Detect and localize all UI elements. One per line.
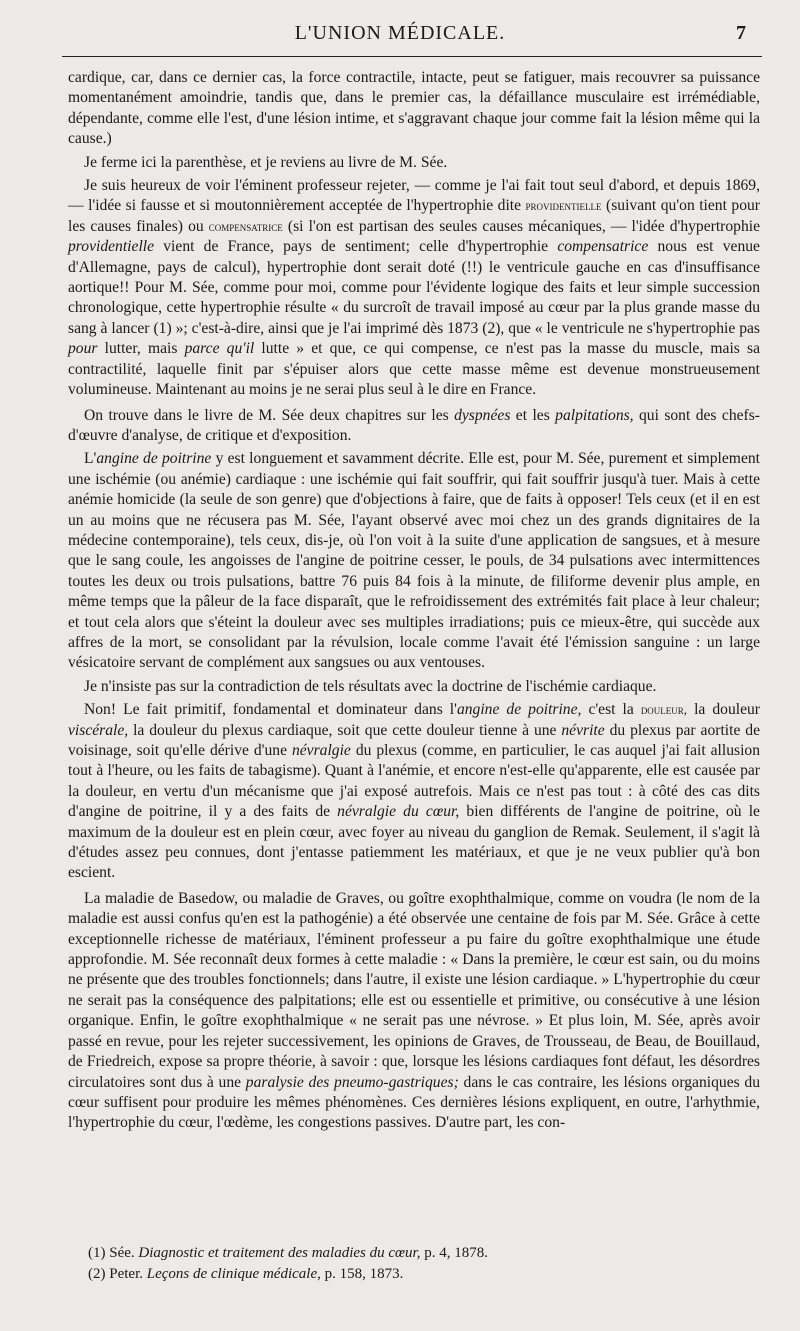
text-run: c'est la <box>581 701 641 719</box>
text-run: lutte » et que, ce qui compense, ce n'est pas la masse du muscle, mais sa contractilité, laquelle finit par s'épuiser alors que cette masse même est devenue monstrueusement volumineuse. Maintenant au moins je ne serai plus seul à le dire en France. <box>68 340 760 399</box>
small-caps-text: compensatrice <box>208 218 283 234</box>
italic-text: providentielle <box>68 238 155 256</box>
italic-text: parce qu'il <box>184 340 255 358</box>
paragraph <box>68 153 760 173</box>
footnote <box>88 1264 758 1285</box>
italic-text: angine de poitrine <box>96 450 212 468</box>
italic-text: dyspnées <box>454 406 511 424</box>
italic-text: Leçons de clinique médicale, <box>146 1266 321 1282</box>
text-run: et les <box>510 406 556 424</box>
text-run: On trouve dans le livre de M. Sée deux chapitres sur les <box>84 406 455 424</box>
body-text <box>68 68 760 1137</box>
small-caps-text: providentielle <box>525 198 602 214</box>
text-run: bien différents de l'angine de poitrine, où le maximum de la douleur est en plein cœur, avec foyer au niveau du ganglion de Remak. Seulement, il s'agit là d'études assez peu connues, dont j'entasse patiemment les matériaux, et que je ne veux publier qu'à bon escient. <box>68 803 760 882</box>
italic-text: névralgie <box>291 742 351 759</box>
text-run: L' <box>84 450 97 468</box>
text-run: cardique, car, dans ce dernier cas, la force contractile, intacte, peut se fatiguer, mais recouvrer sa puissance momentanément amoindrie, tandis que, dans le premier cas, la défaillance musculaire est irrémédiable, dépendante, comme elle l'est, d'une lésion intime, et s'aggravant chaque jour comme fait la lésion même qui la cause.) <box>68 69 760 148</box>
text-run: (si l'on est partisan des seules causes mécaniques, — l'idée d'hypertrophie <box>282 217 761 235</box>
text-run: lutter, mais <box>97 340 185 358</box>
text-run: y est longuement et savamment décrite. Elle est, pour M. Sée, purement et simplement une ischémie (ou anémie) cardiaque : une ischémie qui fait souffrir, qui fait souffrir jusqu'à tuer. Mais à cette anémie homicide (la seule de son genre) que d'objections à faire, que de faits à opposer! Tels ceux (et il en est un au moins que ne récusera pas M. Sée, l'ayant observé avec moi chez un des grands dignitaires de la médecine contemporaine), tels ceux, dis-je, où l'on voit à la suite d'une application de sangsues, et à mesure que le sang coule, les angoisses de l'angine de poitrine cesser, le pouls, de 34 pulsations avec intermittences toutes les deux ou trois pulsations, battre 76 puis 84 fois à la minute, de filiforme devenir plus ample, en même temps que la pâleur de la face disparaît, que le refroidissement des extrémités fait place à leur chaleur; et tout cela alors que s'éteint la douleur avec ses multiples irradiations; puis ce mieux-être, qui succède aux affres de la mort, se consolidant par la révulsion, locale comme l'avait été l'émission sanguine : un large vésicatoire servant de complément aux sangsues ou aux ventouses. <box>68 450 760 672</box>
italic-text: névrite <box>561 721 605 739</box>
text-run: La maladie de Basedow, ou maladie de Graves, ou goître exophthalmique, comme on voudra (le nom de la maladie est aussi confus qu'en est la pathogénie) a été observée une centaine de fois par M. Sée. Grâce à cette exceptionnelle richesse de matériaux, l'éminent professeur a pu faire du goître exophthalmique une étude approfondie. M. Sée reconnaît deux formes à cette maladie : « Dans la première, le cœur est sain, ou du moins ne présente que des troubles fonctionnels; dans l'autre, il existe une lésion cardiaque. » L'hypertrophie du cœur ne serait pas la conséquence des palpitations; elle est ou essentielle et primitive, ou consécutive à une lésion organique. Enfin, le goître exophthalmique « ne serait pas une névrose. » Et plus loin, M. Sée, après avoir passé en revue, pour les rejeter successivement, les opinions de Graves, de Trousseau, de Beau, de Bouillaud, de Friedreich, expose sa propre théorie, à savoir : que, lorsque les lésions cardiaques font défaut, les désordres circulatoires sont dus à une <box>68 889 760 1091</box>
text-run: Je ferme ici la parenthèse, et je reviens au livre de M. Sée. <box>84 153 448 171</box>
italic-text: compensatrice <box>557 238 649 256</box>
text-run: nous est venue d'Allemagne, pays de calcul), hypertrophie dont serait doté (!!) le ventricule gauche en cas d'insuffisance aortique!! Pour M. Sée, comme pour moi, comme pour l'évidente logique des faits et leur simple succession chronologique, cette hypertrophie résulte « du surcroît de travail imposé au cœur par la plus grande masse du sang à lancer (1) »; c'est-à-dire, ainsi que je l'ai imprimé dès 1873 (2), que « le ventricule ne s'hypertrophie pas <box>68 238 760 337</box>
header-rule <box>62 56 762 57</box>
running-title: L'UNION MÉDICALE. <box>294 22 506 44</box>
paragraph <box>68 406 760 447</box>
text-run: du plexus (comme, en particulier, le cas auquel j'ai fait allusion tout à l'heure, ou les faits de tabagisme). Quant à l'anémie, et encore n'est-elle qu'apparente, elle est causée par la douleur, en vertu d'un mécanisme que j'ai exposé autrefois. Mais ce n'est pas tout : à côté des cas dits d'angine de poitrine, il y a des faits de <box>68 742 760 821</box>
text-run: du plexus par aortite de voisinage, soit qu'elle dérive d'une <box>68 721 760 759</box>
paragraph <box>68 677 760 697</box>
italic-text: paralysie des pneumo-gastriques; <box>245 1073 459 1091</box>
text-run: qui sont des chefs-d'œuvre d'analyse, de critique et d'exposition. <box>68 406 760 444</box>
text-run: p. 158, 1873. <box>320 1266 404 1282</box>
text-run: Je n'insiste pas sur la contradiction de tels résultats avec la doctrine de l'ischémie cardiaque. <box>84 677 657 695</box>
text-run: dans le cas contraire, les lésions organiques du cœur suffisent pour produire les mêmes phénomènes. Ces dernières lésions expliquent, en outre, l'arhythmie, l'hypertrophie du cœur, l'œdème, les congestions passives. D'autre part, les con- <box>68 1073 761 1132</box>
italic-text: palpitations, <box>555 406 634 424</box>
text-run: Non! Le fait primitif, fondamental et dominateur dans l' <box>84 701 457 719</box>
italic-text: pour <box>68 340 98 358</box>
paragraph <box>68 68 760 150</box>
footnotes <box>88 1243 758 1285</box>
footnote <box>88 1243 758 1264</box>
text-run: la douleur <box>687 701 760 719</box>
text-run: Je suis heureux de voir l'éminent professeur rejeter, — comme je l'ai fait tout seul d'abord, et depuis 1869, — l'idée si fausse et si moutonnièrement acceptée de l'hypertrophie dite <box>68 177 760 215</box>
text-run: vient de France, pays de sentiment; celle d'hypertrophie <box>154 238 558 256</box>
italic-text: névralgie du cœur, <box>337 803 460 821</box>
page-number: 7 <box>736 22 746 44</box>
italic-text: Diagnostic et traitement des maladies du cœur, <box>138 1245 421 1261</box>
paragraph <box>68 176 760 400</box>
text-run: la douleur du plexus cardiaque, soit que cette douleur tienne à une <box>128 721 562 739</box>
italic-text: angine de poitrine, <box>456 701 582 719</box>
small-caps-text: douleur, <box>640 702 688 718</box>
italic-text: viscérale, <box>68 721 129 739</box>
text-run: (1) Sée. <box>88 1245 139 1261</box>
running-head <box>0 22 800 52</box>
text-run: p. 4, 1878. <box>420 1245 488 1261</box>
text-run: (suivant qu'on tient pour les causes finales) ou <box>68 197 760 235</box>
paragraph <box>68 889 760 1134</box>
paragraph <box>68 449 760 673</box>
text-run: (2) Peter. <box>88 1266 147 1282</box>
paragraph <box>68 700 760 884</box>
